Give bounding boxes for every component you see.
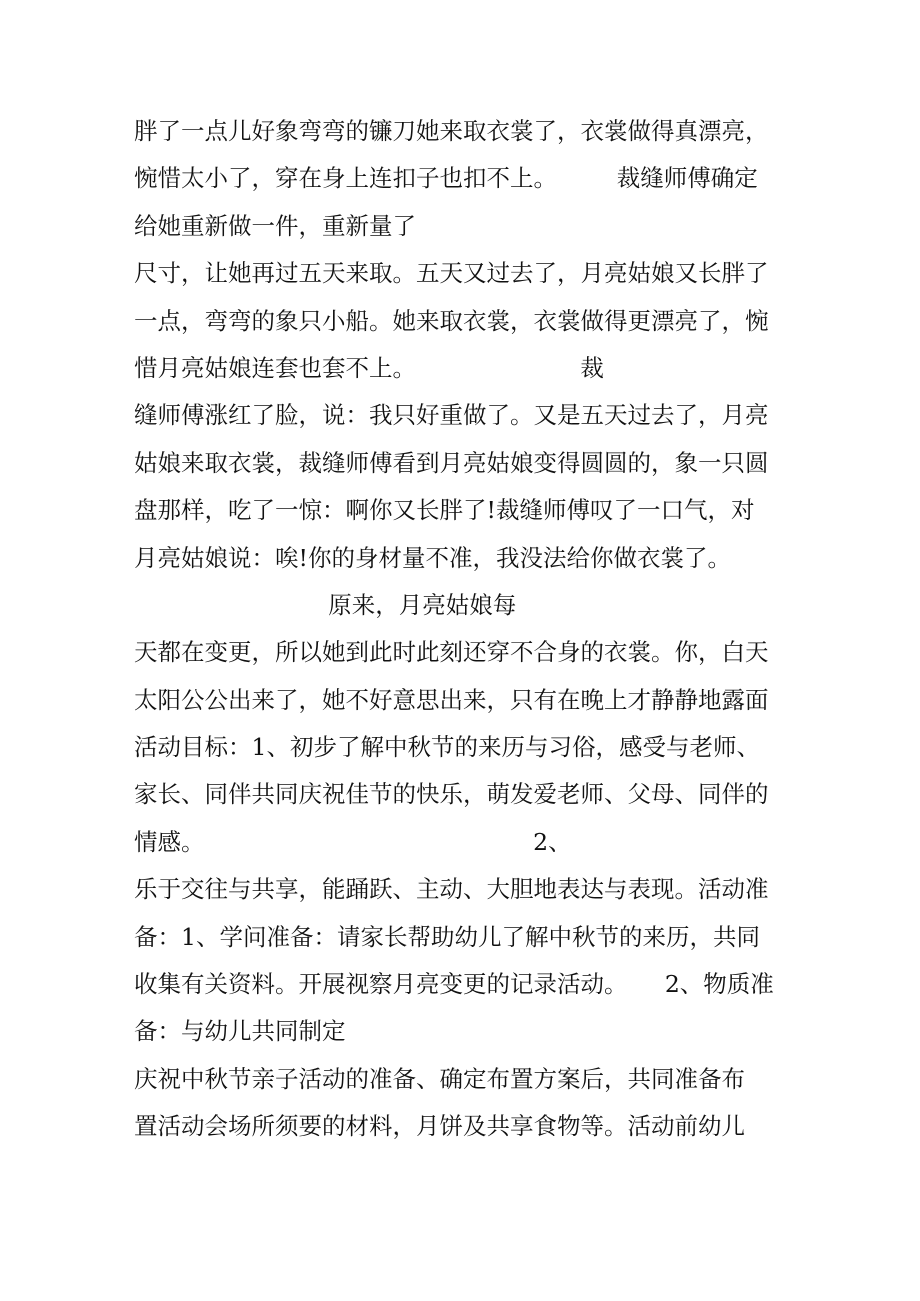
text-line-2: 惋惜太小了，穿在身上连扣子也扣不上。 裁缝师傅确定 [134,164,758,193]
text-line-21: 庆祝中秋节亲子活动的准备、确定布置方案后，共同准备布 [134,1064,745,1093]
text-line-20: 备：与幼儿共同制定 [134,1017,346,1046]
text-line-9: 盘那样，吃了一惊：啊你又长胖了!裁缝师傅叹了一口气，对 [134,496,755,525]
text-line-18: 备：1、学问准备：请家长帮助幼儿了解中秋节的来历，共同 [134,922,760,951]
text-line-12: 天都在变更，所以她到此时此刻还穿不合身的衣裳。你，白天 [134,638,769,667]
text-line-13: 太阳公公出来了，她不好意思出来，只有在晚上才静静地露面 [134,685,769,714]
text-line-14: 活动目标：1、初步了解中秋节的来历与习俗，感受与老师、 [134,733,760,762]
text-line-7: 缝师傅涨红了脸，说：我只好重做了。又是五天过去了，月亮 [134,401,769,430]
text-line-8: 姑娘来取衣裳，裁缝师傅看到月亮姑娘变得圆圆的，象一只圆 [134,448,769,477]
text-line-11: 原来，月亮姑娘每 [134,590,517,619]
text-line-10: 月亮姑娘说：唉!你的身材量不准，我没法给你做衣裳了。 [134,543,731,572]
text-line-3: 给她重新做一件，重新量了 [134,211,416,240]
text-line-17: 乐于交往与共享，能踊跃、主动、大胆地表达与表现。活动准 [134,875,769,904]
text-line-15: 家长、同伴共同庆祝佳节的快乐，萌发爱老师、父母、同伴的 [134,780,769,809]
text-line-5: 一点，弯弯的象只小船。她来取衣裳，衣裳做得更漂亮了，惋 [134,306,769,335]
text-line-22: 置活动会场所须要的材料，月饼及共享食物等。活动前幼儿 [134,1112,745,1141]
text-line-4: 尺寸，让她再过五天来取。五天又过去了，月亮姑娘又长胖了 [134,259,769,288]
text-line-16: 情感。 2、 [134,827,572,856]
text-line-6: 惜月亮姑娘连套也套不上。 裁 [134,353,604,382]
text-line-1: 胖了一点儿好象弯弯的镰刀她来取衣裳了，衣裳做得真漂亮， [134,117,769,145]
body-text [134,108,794,1151]
text-line-19: 收集有关资料。开展视察月亮变更的记录活动。 2、物质准 [134,970,774,999]
